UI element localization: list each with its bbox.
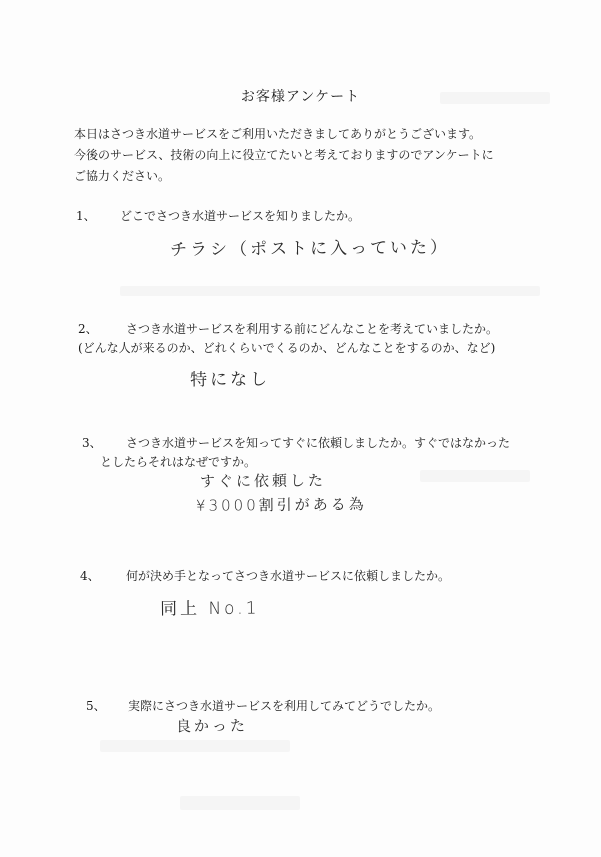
question-4-answer: 同上 No.1 <box>159 598 260 620</box>
question-5-number: 5、 <box>86 699 106 713</box>
intro-paragraph <box>74 124 554 187</box>
intro-line: 今後のサービス、技術の向上に役立てたいと考えておりますのでアンケートに <box>74 148 494 162</box>
intro-line: 本日はさつき水道サービスをご利用いただきましてありがとうございます。 <box>74 127 482 141</box>
question-1-answer: チラシ（ポストに入っていた） <box>169 237 451 261</box>
question-1-text: どこでさつき水道サービスを知りましたか。 <box>120 209 361 223</box>
show-through-mark <box>100 740 290 752</box>
show-through-mark <box>120 286 540 296</box>
question-5-answer: 良かった <box>175 716 249 736</box>
intro-line: ご協力ください。 <box>74 169 171 183</box>
question-4-text: 何が決め手となってさつき水道サービスに依頼しましたか。 <box>126 569 451 583</box>
question-5-text: 実際にさつき水道サービスを利用してみてどうでしたか。 <box>128 699 441 713</box>
question-2-subtext: (どんな人が来るのか、どれくらいでくるのか、どんなことをするのか、など) <box>78 341 496 355</box>
question-1-number: 1、 <box>76 209 96 223</box>
document-title: お客様アンケート <box>240 89 361 105</box>
question-3-text: さつき水道サービスを知ってすぐに依頼しましたか。すぐではなかった <box>126 436 511 450</box>
question-2-number: 2、 <box>78 322 98 336</box>
show-through-mark <box>180 796 300 810</box>
question-4-number: 4、 <box>80 569 100 583</box>
show-through-mark <box>420 470 530 482</box>
question-3-number: 3、 <box>82 436 102 450</box>
question-2-text: さつき水道サービスを利用する前にどんなことを考えていましたか。 <box>126 322 499 336</box>
question-3-answer-line-2: ¥3000割引がある為 <box>195 495 367 515</box>
question-3-answer-line-1: すぐに依頼した <box>199 471 327 491</box>
question-2-answer: 特になし <box>189 369 271 391</box>
question-3-subtext: としたらそれはなぜですか。 <box>100 455 257 469</box>
